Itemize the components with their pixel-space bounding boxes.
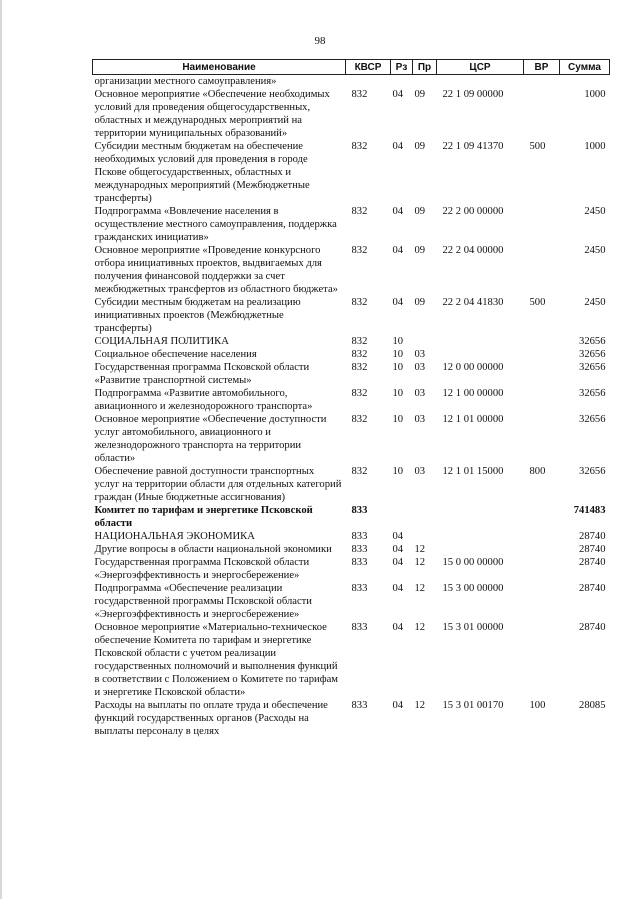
table-row [93,75,610,89]
header-vr: ВР [524,60,560,75]
cell-name: Субсидии местным бюджетам на обеспечение необходимых условий для проведения в городе Пскове общегосударственных, областных и международных мероприятий (Межбюджетные трансферты) [94,141,310,204]
cell-kvsr: 832 [351,245,368,256]
cell-csr: 22 2 04 41830 [442,297,504,308]
cell-vr [524,530,560,543]
cell-vr [524,205,560,244]
cell-csr: 22 1 09 00000 [442,89,504,100]
cell-kvsr: 832 [351,349,368,360]
table-row [93,88,610,140]
cell-csr [437,335,524,348]
cell-rz [391,75,413,89]
cell-vr [524,244,560,296]
budget-table [92,59,610,738]
cell-vr [524,621,560,699]
cell-sum: 28740 [579,622,606,633]
table-row [93,504,610,530]
cell-pr [413,335,437,348]
cell-kvsr: 833 [351,557,368,568]
cell-kvsr: 832 [351,414,368,425]
cell-rz: 04 [392,297,404,308]
cell-csr: 22 1 09 41370 [442,141,504,152]
cell-csr: 15 3 00 00000 [442,583,504,594]
table-row [93,296,610,335]
scan-edge [0,0,2,899]
cell-csr [437,543,524,556]
cell-vr [524,348,560,361]
cell-name: Государственная программа Псковской области «Развитие транспортной системы» [94,362,310,386]
cell-csr [437,504,524,530]
cell-kvsr: 832 [351,141,368,152]
cell-vr [524,543,560,556]
cell-kvsr: 833 [351,505,368,516]
cell-pr [413,75,437,89]
table-row [93,413,610,465]
table-header-row [93,60,610,75]
cell-rz: 10 [392,414,404,425]
cell-vr [524,75,560,89]
cell-name: Комитет по тарифам и энергетике Псковской области [94,505,313,529]
cell-csr [437,75,524,89]
cell-kvsr: 832 [351,388,368,399]
cell-sum: 28740 [579,557,606,568]
cell-sum: 32656 [579,336,606,347]
cell-sum: 1000 [584,89,606,100]
cell-vr [524,413,560,465]
cell-kvsr: 832 [351,362,368,373]
header-rz: Рз [391,60,413,75]
cell-rz: 10 [392,466,404,477]
cell-sum: 2450 [584,297,606,308]
header-pr: Пр [413,60,437,75]
cell-csr: 12 0 00 00000 [442,362,504,373]
cell-kvsr: 833 [351,700,368,711]
cell-sum: 1000 [584,141,606,152]
cell-kvsr: 832 [351,206,368,217]
cell-pr: 09 [414,297,426,308]
header-csr: ЦСР [437,60,524,75]
cell-vr [524,387,560,413]
cell-kvsr: 832 [351,297,368,308]
cell-csr: 15 3 01 00170 [442,700,504,711]
cell-csr: 22 2 00 00000 [442,206,504,217]
cell-rz: 04 [392,557,404,568]
cell-name: Основное мероприятие «Обеспечение необходимых условий для проведения общегосударственных, областных и международных мероприятий на территории муниципальных образований» [94,89,330,139]
cell-pr: 09 [414,89,426,100]
cell-name: Другие вопросы в области национальной экономики [94,544,332,555]
cell-name: Расходы на выплаты по оплате труда и обеспечение функций государственных органов (Расходы на выплаты персоналу в целях [94,700,328,737]
cell-vr [524,335,560,348]
table-row [93,465,610,504]
cell-sum: 32656 [579,466,606,477]
cell-vr: 500 [529,141,546,152]
cell-vr: 500 [529,297,546,308]
cell-name: Субсидии местным бюджетам на реализацию инициативных проектов (Межбюджетные трансферты) [94,297,301,334]
table-row [93,348,610,361]
table-row [93,556,610,582]
cell-vr [524,88,560,140]
cell-rz: 10 [392,336,404,347]
cell-rz: 10 [392,362,404,373]
cell-pr: 09 [414,141,426,152]
cell-rz: 04 [392,245,404,256]
cell-kvsr: 833 [351,531,368,542]
cell-sum: 28085 [579,700,606,711]
cell-name: Социальное обеспечение населения [94,349,257,360]
cell-name: Подпрограмма «Вовлечение населения в осуществление местного самоуправления, поддержка гражданских инициатив» [94,206,337,243]
cell-csr [437,348,524,361]
cell-kvsr: 833 [351,583,368,594]
cell-name: организации местного самоуправления» [94,76,277,87]
cell-sum: 32656 [579,349,606,360]
cell-vr [524,504,560,530]
cell-name: СОЦИАЛЬНАЯ ПОЛИТИКА [94,336,229,347]
cell-sum: 28740 [579,544,606,555]
table-row [93,621,610,699]
cell-name: Основное мероприятие «Проведение конкурсного отбора инициативных проектов, выдвигаемых для получения финансовой поддержки за счет межбюджетных трансфертов из областного бюджета» [94,245,338,295]
cell-rz: 04 [392,89,404,100]
table-row [93,530,610,543]
cell-csr [437,530,524,543]
cell-pr: 12 [414,557,426,568]
cell-rz: 04 [392,583,404,594]
cell-rz [391,504,413,530]
cell-sum: 28740 [579,531,606,542]
cell-name: Подпрограмма «Обеспечение реализации государственной программы Псковской области «Энергоэффективность и энергосбережение» [94,583,312,620]
cell-pr: 03 [414,414,426,425]
cell-sum: 28740 [579,583,606,594]
cell-kvsr: 832 [351,89,368,100]
cell-csr: 12 1 01 15000 [442,466,504,477]
cell-csr: 15 3 01 00000 [442,622,504,633]
header-kvsr: КВСР [346,60,391,75]
cell-pr: 03 [414,466,426,477]
cell-vr: 800 [529,466,546,477]
cell-csr: 12 1 01 00000 [442,414,504,425]
cell-kvsr: 833 [351,622,368,633]
cell-sum: 32656 [579,362,606,373]
cell-sum: 32656 [579,388,606,399]
cell-pr: 09 [414,245,426,256]
cell-rz: 04 [392,700,404,711]
cell-pr [413,530,437,543]
cell-pr: 12 [414,700,426,711]
cell-sum [560,75,610,89]
table-row [93,387,610,413]
header-sum: Сумма [560,60,610,75]
cell-rz: 04 [392,544,404,555]
cell-rz: 10 [392,349,404,360]
cell-csr: 12 1 00 00000 [442,388,504,399]
cell-pr: 12 [414,622,426,633]
table-row [93,335,610,348]
cell-sum: 2450 [584,206,606,217]
cell-pr [413,504,437,530]
cell-pr: 12 [414,583,426,594]
cell-sum: 741483 [573,505,606,516]
cell-csr: 22 2 04 00000 [442,245,504,256]
table-row [93,543,610,556]
cell-vr [524,556,560,582]
cell-name: Государственная программа Псковской области «Энергоэффективность и энергосбережение» [94,557,310,581]
table-row [93,244,610,296]
cell-sum: 32656 [579,414,606,425]
cell-kvsr: 833 [351,544,368,555]
cell-sum: 2450 [584,245,606,256]
cell-name: Обеспечение равной доступности транспортных услуг на территории области для отдельных категорий граждан (Иные бюджетные ассигнования) [94,466,342,503]
cell-rz: 04 [392,622,404,633]
cell-pr: 03 [414,388,426,399]
cell-kvsr: 832 [351,336,368,347]
table-row [93,205,610,244]
page-number: 98 [314,35,326,47]
cell-name: Основное мероприятие «Материально-техническое обеспечение Комитета по тарифам и энергетике Псковской области с учетом реализации государственных полномочий и выполнения функций в соответствии с Положением о Комитете по тарифам и энергетике Псковской области» [94,622,338,698]
cell-kvsr [346,75,391,89]
cell-rz: 04 [392,206,404,217]
cell-rz: 10 [392,388,404,399]
table-row [93,582,610,621]
cell-name: НАЦИОНАЛЬНАЯ ЭКОНОМИКА [94,531,255,542]
header-name: Наименование [93,60,346,75]
cell-vr: 100 [529,700,546,711]
cell-pr: 12 [414,544,426,555]
cell-pr: 09 [414,206,426,217]
cell-csr: 15 0 00 00000 [442,557,504,568]
cell-name: Подпрограмма «Развитие автомобильного, авиационного и железнодорожного транспорта» [94,388,313,412]
cell-pr: 03 [414,362,426,373]
cell-vr [524,361,560,387]
cell-pr: 03 [414,349,426,360]
table-body [93,75,610,739]
cell-kvsr: 832 [351,466,368,477]
table-row [93,361,610,387]
table-row [93,140,610,205]
cell-vr [524,582,560,621]
table-row [93,699,610,738]
cell-name: Основное мероприятие «Обеспечение доступности услуг автомобильного, авиационного и железнодорожного транспорта на территории области» [94,414,327,464]
cell-rz: 04 [392,141,404,152]
cell-rz: 04 [392,531,404,542]
